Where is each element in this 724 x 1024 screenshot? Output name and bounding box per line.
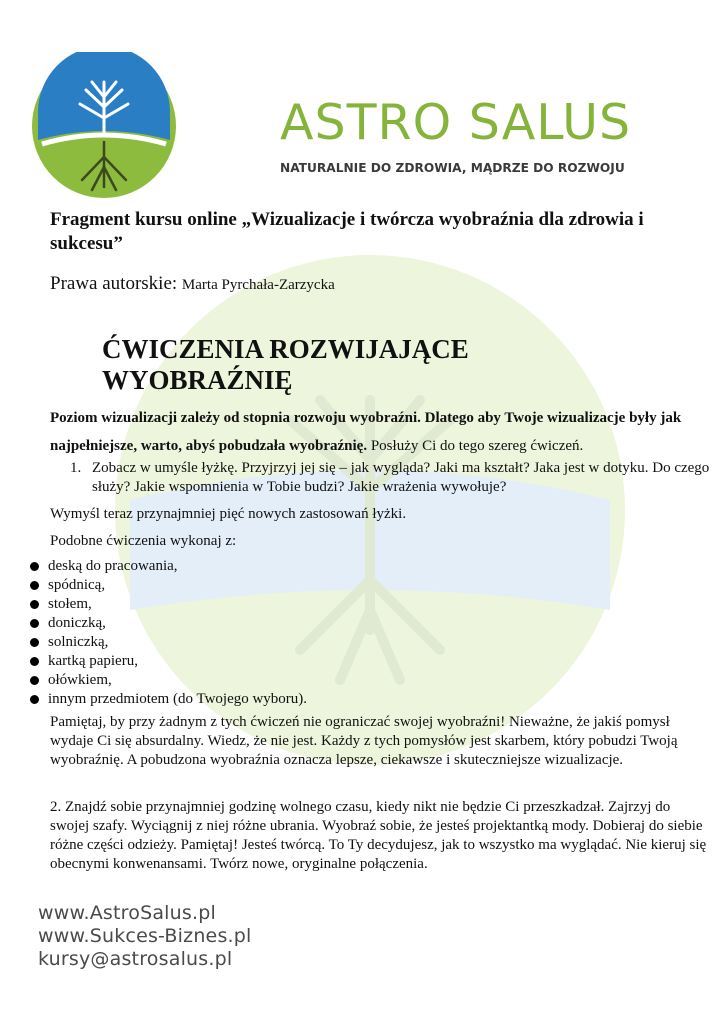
list-item-text: solniczką, xyxy=(48,634,109,650)
list-item xyxy=(30,690,307,709)
list-item-number: 1. xyxy=(70,460,82,476)
list-item xyxy=(30,652,307,671)
course-title: Fragment kursu online „Wizualizacje i twórcza wyobraźnia dla zdrowia i sukcesu” xyxy=(50,209,644,254)
footer-link-sukces-biznes[interactable]: www.Sukces-Biznes.pl xyxy=(38,925,252,947)
remember-paragraph: Pamiętaj, by przy żadnym z tych ćwiczeń nie ograniczać swojej wyobraźni! Nieważne, że jakiś pomysł wydaje Ci się absurdalny. Wiedz, że nie jest. Każdy z tych pomysłów jest skarbem, który pobudzi Twoją wyobraźnię. A pobudzona wyobraźnia oznacza lepsze, ciekawsze i skuteczniejsze wizualizacje. xyxy=(50,714,678,768)
brand-name: ASTRO SALUS xyxy=(280,94,632,151)
similar-exercises-paragraph: Podobne ćwiczenia wykonaj z: xyxy=(50,533,237,549)
bullet-icon xyxy=(30,581,39,590)
intro-paragraph xyxy=(50,404,710,460)
list-item xyxy=(30,595,307,614)
footer-link-astrosalus[interactable]: www.AstroSalus.pl xyxy=(38,902,216,924)
section-heading: ĆWICZENIA ROZWIJAJĄCE WYOBRAŹNIĘ xyxy=(102,334,469,395)
bullet-icon xyxy=(30,600,39,609)
list-item-text: innym przedmiotem (do Twojego wyboru). xyxy=(48,691,308,707)
bullet-icon xyxy=(30,676,39,685)
exercise-list xyxy=(70,459,710,497)
list-item-text: deską do pracowania, xyxy=(48,558,178,574)
list-item xyxy=(30,576,307,595)
exercise-1-text: Zobacz w umyśle łyżkę. Przyjrzyj jej się – jak wygląda? Jaki ma kształt? Jaka jest w dotyku. Do czego służy? Jakie wspomnienia w Tobie budzi? Jakie wrażenia wywołuje? xyxy=(92,460,710,495)
list-item xyxy=(30,633,307,652)
footer-contacts xyxy=(38,902,252,971)
bullet-icon xyxy=(30,695,39,704)
list-item xyxy=(30,557,307,576)
bullet-icon xyxy=(30,638,39,647)
exercise-2-paragraph: 2. Znajdź sobie przynajmniej godzinę wolnego czasu, kiedy nikt nie będzie Ci przeszkadzał. Zajrzyj do swojej szafy. Wyciągnij z niej różne ubrania. Wyobraź sobie, że jesteś projektantką mody. Dobieraj do siebie różne części odzieży. Pamiętaj! Jesteś twórcą. To Ty decydujesz, jak to wszystko ma wyglądać. Nie kieruj się obecnymi konwenansami. Twórz nowe, oryginalne połączenia. xyxy=(50,799,707,872)
footer-email-link[interactable]: kursy@astrosalus.pl xyxy=(38,948,233,970)
copyright-line xyxy=(50,273,335,295)
copyright-author: Marta Pyrchała-Zarzycka xyxy=(181,277,335,293)
list-item-text: doniczką, xyxy=(48,615,106,631)
list-item-text: kartką papieru, xyxy=(48,653,138,669)
list-item xyxy=(70,459,710,497)
bullet-icon xyxy=(30,619,39,628)
list-item xyxy=(30,671,307,690)
bullet-icon xyxy=(30,562,39,571)
intro-bold-text: Poziom wizualizacji zależy od stopnia rozwoju wyobraźni. Dlatego aby Twoje wizualizacje były jak najpełniejsze, warto, abyś pobudzała wyobraźnię. xyxy=(50,410,682,454)
list-item-text: stołem, xyxy=(48,596,92,612)
list-item-text: spódnicą, xyxy=(48,577,106,593)
list-item xyxy=(30,614,307,633)
intro-rest-text: Posłuży Ci do tego szereg ćwiczeń. xyxy=(367,438,584,454)
task-paragraph: Wymyśl teraz przynajmniej pięć nowych zastosowań łyżki. xyxy=(50,506,407,522)
list-item-text: ołówkiem, xyxy=(48,672,112,688)
object-bullet-list xyxy=(30,557,307,709)
brand-tagline: NATURALNIE DO ZDROWIA, MĄDRZE DO ROZWOJU xyxy=(280,161,625,175)
bullet-icon xyxy=(30,657,39,666)
copyright-label: Prawa autorskie: xyxy=(50,273,178,294)
